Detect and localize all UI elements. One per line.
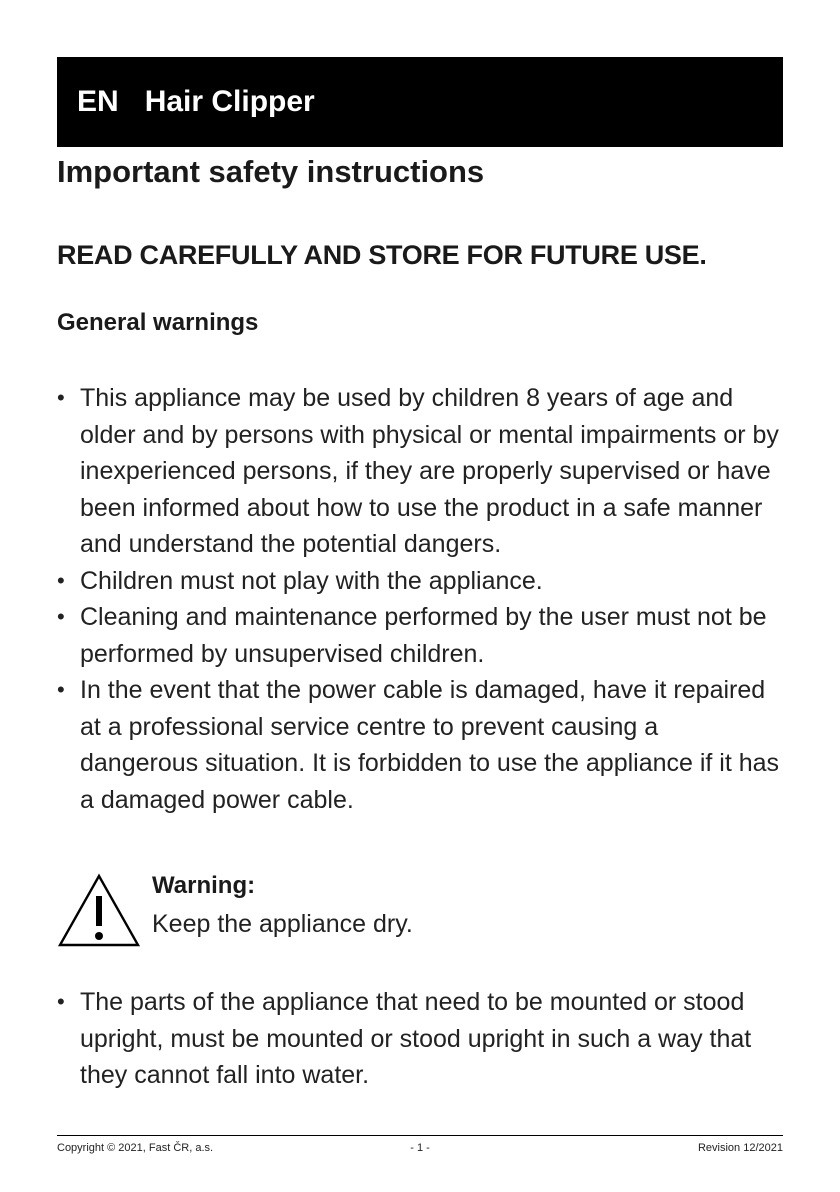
general-warnings-heading: General warnings — [57, 309, 259, 336]
list-item: • Children must not play with the appliance. — [57, 563, 783, 600]
footer-divider — [57, 1135, 783, 1136]
warning-triangle-icon — [57, 872, 141, 948]
list-item: • This appliance may be used by children 8 years of age and older and by persons with physical or mental impairments or by inexperienced persons, if they are properly supervised or have been informed about how to use the product in a safe manner and understand the potential dangers. — [57, 380, 783, 563]
read-notice: READ CAREFULLY AND STORE FOR FUTURE USE. — [57, 240, 707, 270]
warning-title: Warning: — [152, 872, 256, 899]
list-item: • The parts of the appliance that need to be mounted or stood upright, must be mounted or stood upright in such a way that they cannot fall into water. — [57, 984, 783, 1094]
list-item: • In the event that the power cable is damaged, have it repaired at a professional service centre to prevent causing a dangerous situation. It is forbidden to use the appliance if it has a damaged power cable. — [57, 672, 783, 818]
page-number: - 1 - — [410, 1142, 430, 1154]
section-title: Important safety instructions — [57, 154, 485, 189]
copyright-text: Copyright © 2021, Fast ČR, a.s. — [57, 1142, 214, 1154]
general-warnings-list — [57, 380, 783, 818]
warning-text: Keep the appliance dry. — [152, 910, 413, 938]
list-item: • Cleaning and maintenance performed by the user must not be performed by unsupervised children. — [57, 599, 783, 672]
revision-text: Revision 12/2021 — [697, 1142, 783, 1154]
header-bar — [57, 57, 783, 147]
additional-warnings-list — [57, 984, 783, 1094]
language-code: EN — [77, 85, 119, 118]
product-name: Hair Clipper — [144, 85, 315, 118]
warning-block — [57, 872, 783, 952]
